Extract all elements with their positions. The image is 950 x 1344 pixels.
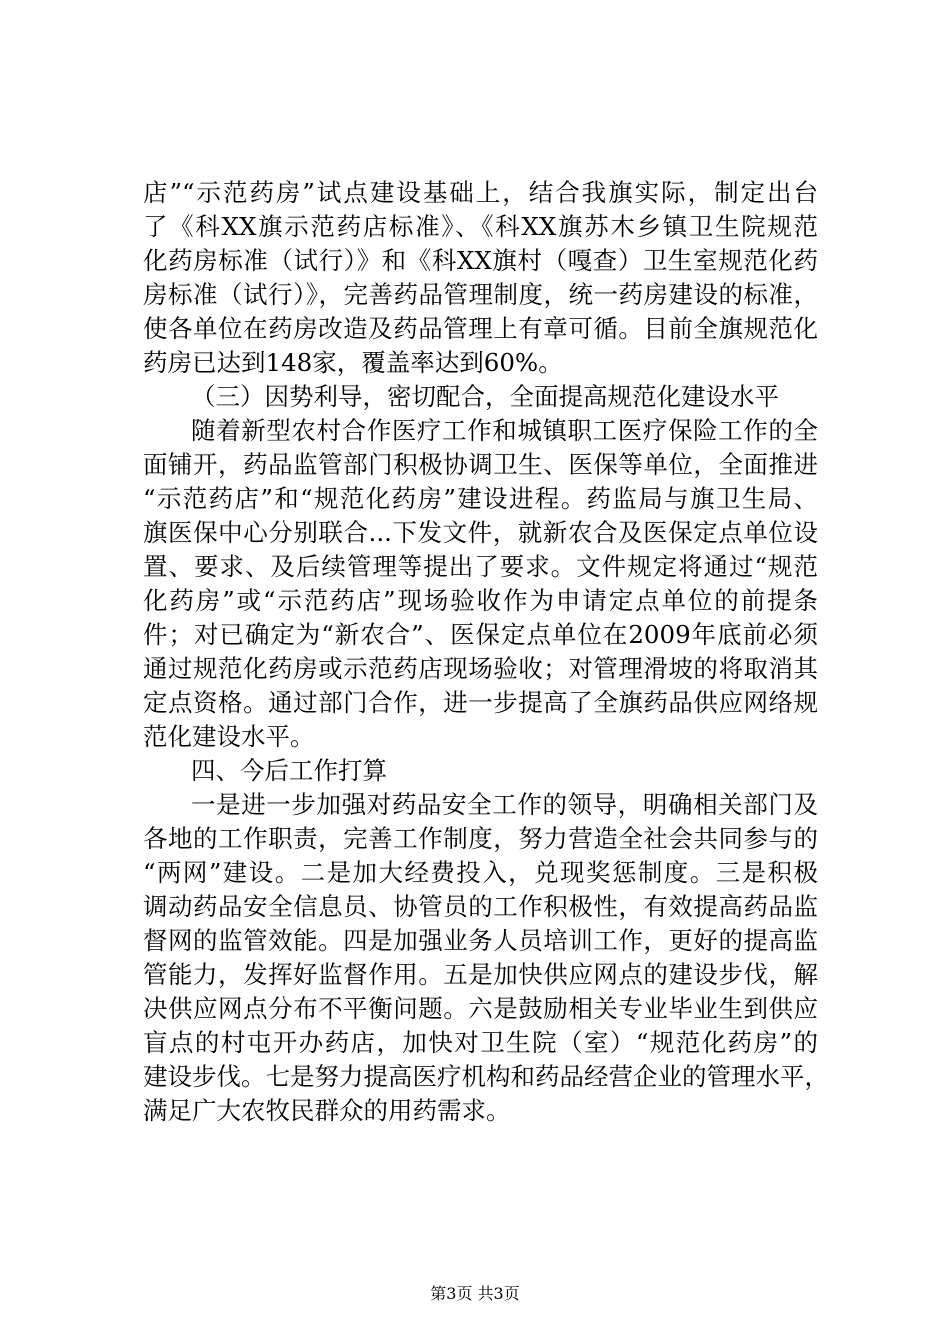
text-line: 调动药品安全信息员、协管员的工作积极性，有效提高药品监 (143, 892, 818, 921)
text-line: 决供应网点分布不平衡问题。六是鼓励相关专业毕业生到供应 (143, 994, 818, 1023)
text-line: 使各单位在药房改造及药品管理上有章可循。目前全旗规范化 (143, 314, 818, 343)
text-line: 督网的监管效能。四是加强业务人员培训工作，更好的提高监 (143, 926, 818, 955)
text-line: 药房已达到148家，覆盖率达到60%。 (143, 348, 563, 377)
text-line: 置、要求、及后续管理等提出了要求。文件规定将通过“规范 (143, 552, 818, 581)
section-heading: 四、今后工作打算 (191, 756, 387, 785)
text-line: 化药房”或“示范药店”现场验收作为申请定点单位的前提条 (143, 586, 818, 615)
text-line: 满足广大农牧民群众的用药需求。 (143, 1096, 511, 1125)
text-line: 房标准（试行）》，完善药品管理制度，统一药房建设的标准， (143, 280, 818, 309)
text-line: 件；对已确定为“新农合”、医保定点单位在2009年底前必须 (143, 620, 818, 649)
text-line: “示范药店”和“规范化药房”建设进程。药监局与旗卫生局、 (143, 484, 818, 513)
text-line: 通过规范化药房或示范药店现场验收；对管理滑坡的将取消其 (143, 654, 818, 683)
section-heading: （三）因势利导，密切配合，全面提高规范化建设水平 (191, 382, 779, 411)
text-line: 旗医保中心分别联合...下发文件，就新农合及医保定点单位设 (143, 518, 818, 547)
text-line: 店”“示范药房”试点建设基础上，结合我旗实际，制定出台 (143, 178, 818, 207)
text-line: 了《科XX旗示范药店标准》、《科XX旗苏木乡镇卫生院规范 (143, 212, 818, 241)
text-line: “两网”建设。二是加大经费投入，兑现奖惩制度。三是积极 (143, 858, 818, 887)
text-line: 随着新型农村合作医疗工作和城镇职工医疗保险工作的全 (191, 416, 818, 445)
text-line: 盲点的村屯开办药店，加快对卫生院（室）“规范化药房”的 (143, 1028, 818, 1057)
page-number-footer: 第3页 共3页 (430, 1284, 520, 1303)
text-line: 面铺开，药品监管部门积极协调卫生、医保等单位，全面推进 (143, 450, 818, 479)
text-line: 管能力，发挥好监督作用。五是加快供应网点的建设步伐，解 (143, 960, 818, 989)
text-line: 范化建设水平。 (143, 722, 315, 751)
text-line: 化药房标准（试行）》和《科XX旗村（嘎查）卫生室规范化药 (143, 246, 818, 275)
text-line: 定点资格。通过部门合作，进一步提高了全旗药品供应网络规 (143, 688, 818, 717)
text-line: 各地的工作职责，完善工作制度，努力营造全社会共同参与的 (143, 824, 818, 853)
text-line: 一是进一步加强对药品安全工作的领导，明确相关部门及 (191, 790, 818, 819)
text-line: 建设步伐。七是努力提高医疗机构和药品经营企业的管理水平， (143, 1062, 829, 1091)
